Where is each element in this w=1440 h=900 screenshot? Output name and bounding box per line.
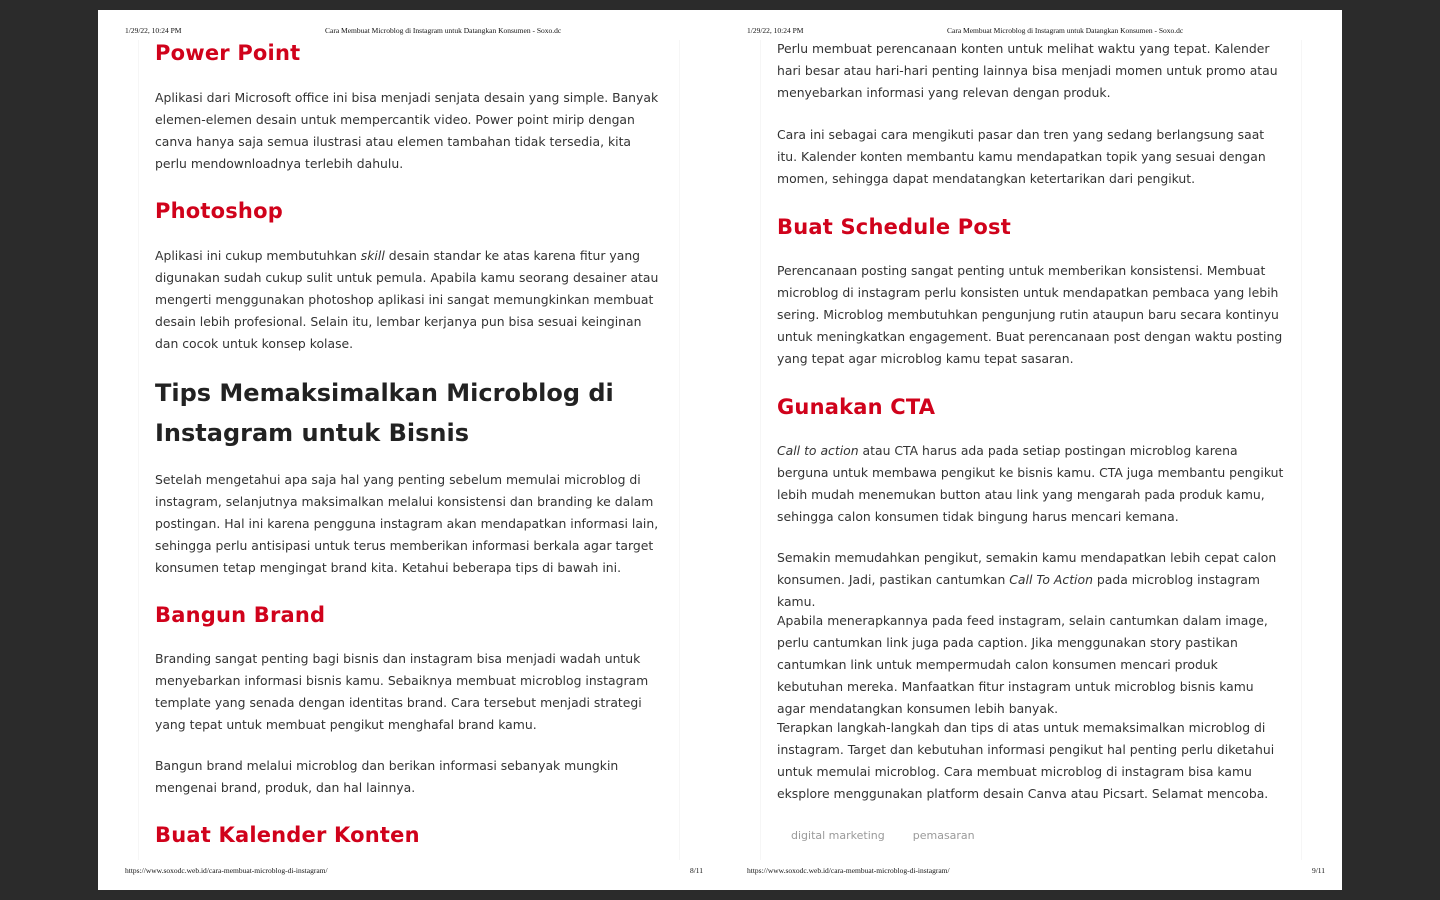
pdf-page-left	[98, 10, 720, 890]
paragraph-cta-2: Semakin memudahkan pengikut, semakin kamu mendapatkan lebih cepat calon konsumen. Jadi, pastikan cantumkan Call To Action pada microblog instagram kamu.	[777, 550, 1277, 609]
heading-bangun-brand: Bangun Brand	[155, 603, 326, 627]
paragraph-brand-2: Bangun brand melalui microblog dan berikan informasi sebanyak mungkin mengenai brand, produk, dan hal lainnya.	[155, 758, 619, 795]
emphasis-cta: Call To Action	[1009, 572, 1093, 587]
print-date: 1/29/22, 10:24 PM	[125, 26, 182, 35]
paragraph-brand-1: Branding sangat penting bagi bisnis dan instagram bisa menjadi wadah untuk menyebarkan informasi bisnis kamu. Sebaiknya membuat microblog instagram template yang senada dengan identitas brand. Cara tersebut menjadi strategi yang tepat untuk membuat pengikut menghafal brand kamu.	[155, 651, 649, 732]
paragraph-kalender-1: Perlu membuat perencanaan konten untuk melihat waktu yang tepat. Kalender hari besar atau hari-hari penting lainnya bisa menjadi momen untuk promo atau menyebarkan informasi yang relevan dengan produk.	[777, 41, 1278, 100]
paragraph-photoshop: Aplikasi ini cukup membutuhkan skill desain standar ke atas karena fitur yang digunakan sudah cukup sulit untuk pemula. Apabila kamu seorang desainer atau mengerti menggunakan photoshop aplikasi ini sangat memungkinkan membuat desain lebih profesional. Selain itu, lembar kerjanya pun bisa sesuai keinginan dan cocok untuk konsep kolase.	[155, 248, 659, 351]
print-title: Cara Membuat Microblog di Instagram untuk Datangkan Konsumen - Soxo.dc	[325, 26, 562, 35]
tag-list	[791, 829, 1285, 842]
print-url: https://www.soxodc.web.id/cara-membuat-microblog-di-instagram/	[747, 866, 950, 875]
tag-digital-marketing[interactable]: digital marketing	[791, 829, 885, 842]
emphasis-skill: skill	[360, 248, 385, 263]
article-card	[139, 40, 679, 860]
pdf-page-right	[720, 10, 1342, 890]
heading-power-point: Power Point	[155, 41, 301, 65]
print-url: https://www.soxodc.web.id/cara-membuat-microblog-di-instagram/	[125, 866, 328, 875]
paragraph-closing: Terapkan langkah-langkah dan tips di atas untuk memaksimalkan microblog di instagram. Target dan kebutuhan informasi pengikut hal penting perlu diketahui untuk memulai microblog. Cara membuat microblog di instagram bisa kamu eksplore menggunakan platform desain Canva atau Picsart. Selamat mencoba.	[777, 720, 1275, 801]
paragraph-cta-3: Apabila menerapkannya pada feed instagram, selain cantumkan dalam image, perlu cantumkan link juga pada caption. Jika menggunakan story pastikan cantumkan link untuk mempermudah calon konsumen mencari produk kebutuhan mereka. Manfaatkan fitur instagram untuk microblog bisnis kamu agar mendatangkan konsumen lebih banyak.	[777, 613, 1268, 716]
page-number: 8/11	[689, 866, 703, 875]
heading-gunakan-cta: Gunakan CTA	[777, 395, 936, 419]
paragraph-schedule: Perencanaan posting sangat penting untuk memberikan konsistensi. Membuat microblog di instagram perlu konsisten untuk mendapatkan pembaca yang lebih sering. Microblog membutuhkan pengunjung rutin ataupun baru secara kontinyu untuk meningkatkan engagement. Buat perencanaan post dengan waktu posting yang tepat agar microblog kamu tepat sasaran.	[777, 263, 1283, 366]
emphasis-call-to-action: Call to action	[777, 443, 859, 458]
print-title: Cara Membuat Microblog di Instagram untuk Datangkan Konsumen - Soxo.dc	[947, 26, 1184, 35]
heading-photoshop: Photoshop	[155, 199, 283, 223]
heading-schedule-post: Buat Schedule Post	[777, 215, 1011, 239]
article-card	[761, 40, 1301, 860]
tag-pemasaran[interactable]: pemasaran	[912, 829, 975, 842]
heading-tips: Tips Memaksimalkan Microblog di Instagram untuk Bisnis	[155, 379, 614, 447]
paragraph-tips: Setelah mengetahui apa saja hal yang penting sebelum memulai microblog di instagram, selanjutnya maksimalkan melalui konsistensi dan branding ke dalam postingan. Hal ini karena pengguna instagram akan mendapatkan informasi lain, sehingga perlu antisipasi untuk terus memberikan informasi berkala agar target konsumen tetap mengingat brand kita. Ketahui beberapa tips di bawah ini.	[155, 472, 659, 575]
paragraph-power-point: Aplikasi dari Microsoft office ini bisa menjadi senjata desain yang simple. Banyak elemen-elemen desain untuk mempercantik video. Power point mirip dengan canva hanya saja semua ilustrasi atau elemen tambahan tidak tersedia, kita perlu mendownloadnya terlebih dahulu.	[155, 90, 659, 171]
paragraph-cta-1: Call to action atau CTA harus ada pada setiap postingan microblog karena berguna untuk membawa pengikut ke bisnis kamu. CTA juga membantu pengikut lebih mudah menemukan button atau link yang mengarah pada produk kamu, sehingga calon konsumen tidak bingung harus mencari kemana.	[777, 443, 1284, 524]
print-date: 1/29/22, 10:24 PM	[747, 26, 804, 35]
heading-kalender-konten: Buat Kalender Konten	[155, 823, 420, 847]
page-number: 9/11	[1311, 866, 1325, 875]
paragraph-kalender-2: Cara ini sebagai cara mengikuti pasar dan tren yang sedang berlangsung saat itu. Kalender konten membantu kamu mendapatkan topik yang sesuai dengan momen, sehingga dapat mendatangkan ketertarikan dari pengikut.	[777, 127, 1266, 186]
